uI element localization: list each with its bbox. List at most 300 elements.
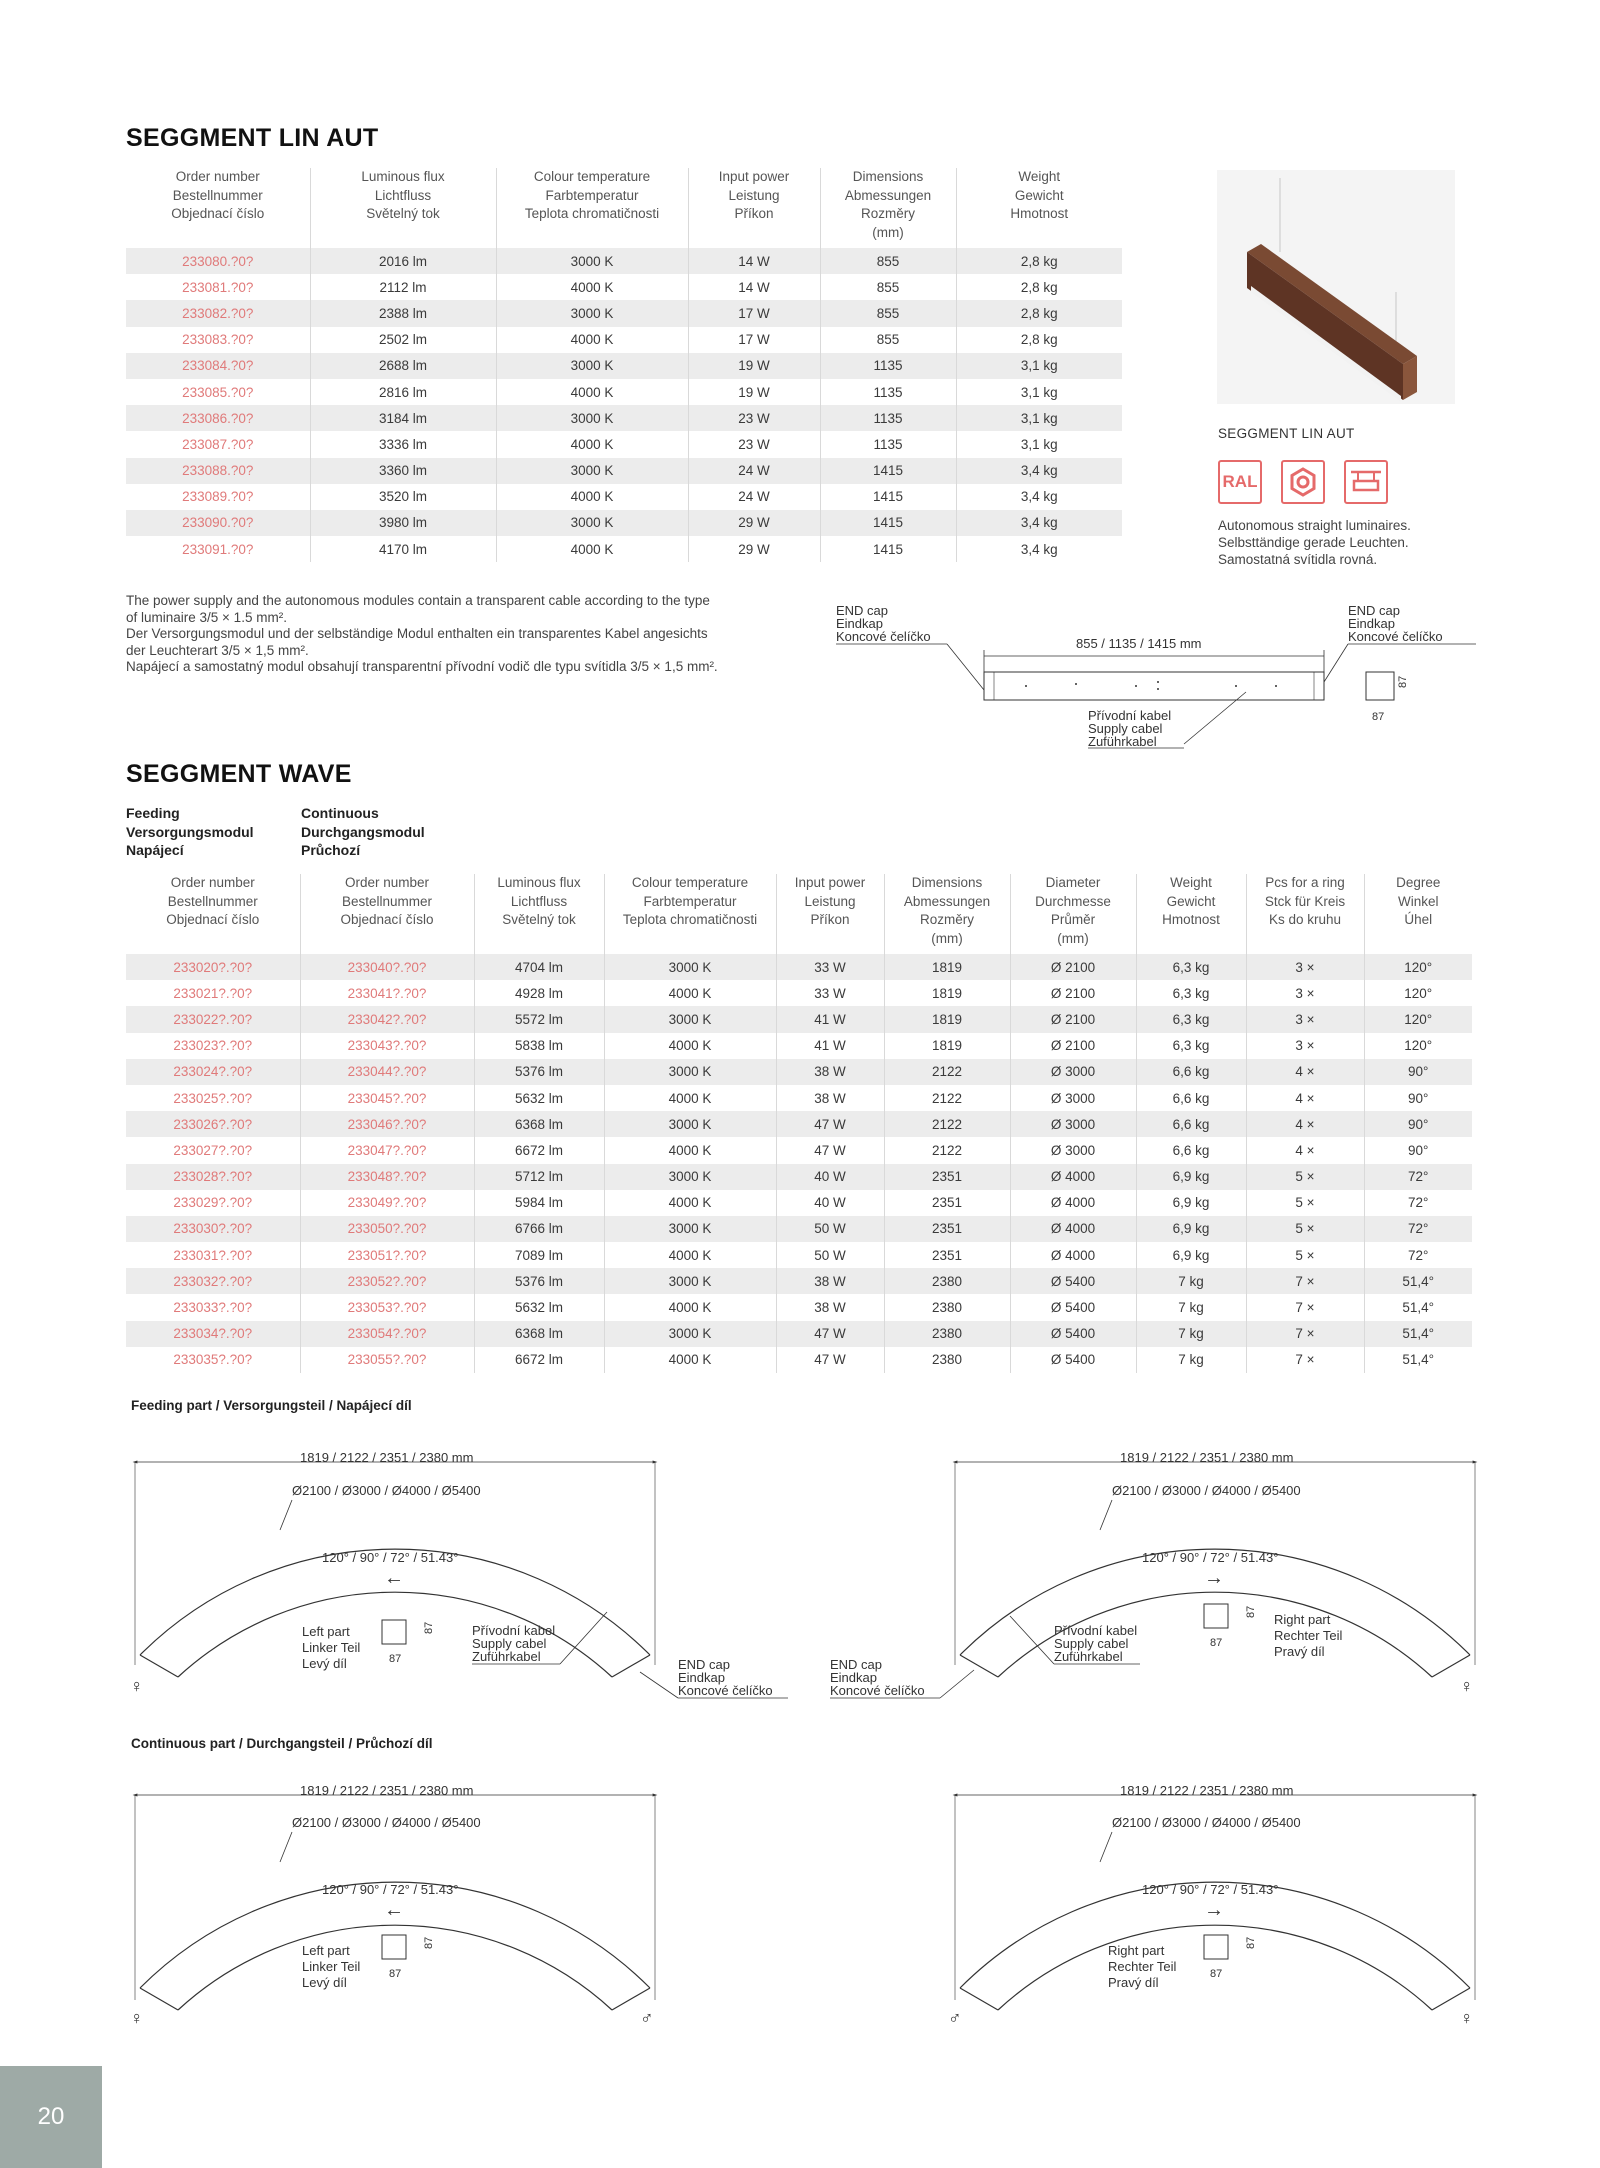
- svg-text:♀: ♀: [130, 2008, 144, 2028]
- svg-text:Levý díl: Levý díl: [302, 1975, 347, 1990]
- table-cell: 38 W: [776, 1268, 884, 1294]
- table-cell: 3,1 kg: [956, 405, 1122, 431]
- svg-text:Eindkap: Eindkap: [1348, 616, 1395, 631]
- table-cell: 24 W: [688, 458, 820, 484]
- table-cell: 47 W: [776, 1137, 884, 1163]
- table-cell: 855: [820, 300, 956, 326]
- svg-text:→: →: [1204, 1567, 1224, 1589]
- table-cell: 4000 K: [604, 1137, 776, 1163]
- table-cell: 7 kg: [1136, 1321, 1246, 1347]
- svg-text:♂: ♂: [948, 2008, 962, 2028]
- table-cell: 2502 lm: [310, 327, 496, 353]
- order-number-cell: 233089.?0?: [182, 489, 254, 505]
- table-cell: 1819: [884, 1006, 1010, 1032]
- table-cell: 120°: [1364, 980, 1472, 1006]
- table-cell: 2351: [884, 1216, 1010, 1242]
- order-number-cell: 233027?.?0?: [173, 1142, 253, 1158]
- table-cell: 2,8 kg: [956, 248, 1122, 274]
- svg-text:120° / 90° / 72° / 51.43°: 120° / 90° / 72° / 51.43°: [322, 1550, 459, 1565]
- svg-text:Ø2100 / Ø3000 / Ø4000 / Ø5400: Ø2100 / Ø3000 / Ø4000 / Ø5400: [292, 1815, 481, 1830]
- svg-text:Ø2100 / Ø3000 / Ø4000 / Ø5400: Ø2100 / Ø3000 / Ø4000 / Ø5400: [1112, 1483, 1301, 1498]
- column-header: Input power Leistung Příkon: [688, 168, 820, 248]
- table-cell: 90°: [1364, 1111, 1472, 1137]
- svg-text:♀: ♀: [1460, 2008, 1474, 2028]
- svg-text:Koncové čelíčko: Koncové čelíčko: [678, 1683, 773, 1698]
- table-cell: 14 W: [688, 248, 820, 274]
- table-cell: 4928 lm: [474, 980, 604, 1006]
- table-cell: 23 W: [688, 431, 820, 457]
- table-cell: 1415: [820, 484, 956, 510]
- table-cell: 6672 lm: [474, 1347, 604, 1373]
- table-cell: Ø 4000: [1010, 1190, 1136, 1216]
- svg-text:Left part: Left part: [302, 1624, 350, 1639]
- table-cell: 4000 K: [604, 1242, 776, 1268]
- product-description: Autonomous straight luminaires. Selbsttändige gerade Leuchten. Samostatná svítidla rovná.: [1218, 518, 1411, 567]
- table-cell: 2122: [884, 1111, 1010, 1137]
- order-number-cell: 233028?.?0?: [126, 1164, 300, 1190]
- table-cell: 38 W: [776, 1085, 884, 1111]
- arc-feeding-left: [130, 1450, 788, 1698]
- table-cell: 4000 K: [496, 379, 688, 405]
- order-number-cell: 233044?.?0?: [300, 1059, 474, 1085]
- column-header: Diameter Durchmesse Průměr (mm): [1010, 874, 1136, 954]
- section-title-lin-aut: SEGGMENT LIN AUT: [126, 124, 379, 152]
- svg-text:87: 87: [423, 1936, 435, 1949]
- column-header: Dimensions Abmessungen Rozměry (mm): [884, 874, 1010, 954]
- table-cell: 3000 K: [604, 1216, 776, 1242]
- column-header: Colour temperature Farbtemperatur Teplota chromatičnosti: [496, 168, 688, 248]
- table-cell: 3,4 kg: [956, 458, 1122, 484]
- column-header: Weight Gewicht Hmotnost: [1136, 874, 1246, 954]
- table-cell: 33 W: [776, 980, 884, 1006]
- svg-text:Ø2100 / Ø3000 / Ø4000 / Ø5400: Ø2100 / Ø3000 / Ø4000 / Ø5400: [1112, 1815, 1301, 1830]
- table-cell: Ø 2100: [1010, 1033, 1136, 1059]
- table-cell: 2380: [884, 1294, 1010, 1320]
- table-cell: 3,1 kg: [956, 379, 1122, 405]
- cable-label: Přívodní kabel: [1088, 708, 1172, 723]
- table-cell: 6,9 kg: [1136, 1164, 1246, 1190]
- table-cell: 3000 K: [604, 1321, 776, 1347]
- order-number-cell: 233021?.?0?: [173, 985, 253, 1001]
- column-header: Luminous flux Lichtfluss Světelný tok: [310, 168, 496, 248]
- table-cell: 7 ×: [1246, 1321, 1364, 1347]
- table-cell: 6,6 kg: [1136, 1137, 1246, 1163]
- table-cell: 4 ×: [1246, 1137, 1364, 1163]
- table-cell: 3000 K: [604, 1111, 776, 1137]
- svg-text:Přívodní kabel: Přívodní kabel: [1054, 1623, 1138, 1638]
- table-cell: 2,8 kg: [956, 300, 1122, 326]
- table-cell: 5838 lm: [474, 1033, 604, 1059]
- order-number-cell: 233046?.?0?: [300, 1111, 474, 1137]
- order-number-cell: 233081.?0?: [182, 279, 254, 295]
- table-cell: 7 ×: [1246, 1294, 1364, 1320]
- product-caption: SEGGMENT LIN AUT: [1218, 426, 1355, 441]
- svg-text:Supply cabel: Supply cabel: [1088, 721, 1163, 736]
- table-cell: 1415: [820, 458, 956, 484]
- table-cell: 3,4 kg: [956, 510, 1122, 536]
- table-cell: 29 W: [688, 510, 820, 536]
- svg-text:Pravý díl: Pravý díl: [1108, 1975, 1159, 1990]
- arc-feeding-right: [830, 1450, 1475, 1698]
- table-cell: 4000 K: [604, 1190, 776, 1216]
- table-cell: 33 W: [776, 954, 884, 980]
- table-cell: 3000 K: [604, 1164, 776, 1190]
- table-cell: 1819: [884, 980, 1010, 1006]
- table-cell: 6,9 kg: [1136, 1216, 1246, 1242]
- table-cell: 5376 lm: [474, 1059, 604, 1085]
- arc-continuous-left: [130, 1783, 655, 2028]
- table-cell: 24 W: [688, 484, 820, 510]
- table-cell: Ø 5400: [1010, 1268, 1136, 1294]
- table-cell: 855: [820, 274, 956, 300]
- table-cell: 51,4°: [1364, 1347, 1472, 1373]
- table-cell: 4 ×: [1246, 1059, 1364, 1085]
- table-cell: Ø 3000: [1010, 1111, 1136, 1137]
- column-header: Colour temperature Farbtemperatur Teplota chromatičnosti: [604, 874, 776, 954]
- table-cell: 1819: [884, 1033, 1010, 1059]
- table-cell: 4000 K: [604, 980, 776, 1006]
- table-cell: Ø 4000: [1010, 1242, 1136, 1268]
- svg-text:Linker Teil: Linker Teil: [302, 1640, 361, 1655]
- table-cell: 2380: [884, 1347, 1010, 1373]
- table-cell: 1819: [884, 954, 1010, 980]
- table-cell: 4000 K: [604, 1033, 776, 1059]
- table-cell: 3,4 kg: [956, 484, 1122, 510]
- order-number-cell: 233031?.?0?: [173, 1247, 253, 1263]
- feeding-part-title: Feeding part / Versorgungsteil / Napájecí díl: [131, 1398, 412, 1413]
- svg-text:87: 87: [1210, 1968, 1223, 1980]
- table-cell: 5712 lm: [474, 1164, 604, 1190]
- order-number-cell: 233051?.?0?: [300, 1242, 474, 1268]
- svg-text:1819 / 2122 / 2351 / 2380 mm: 1819 / 2122 / 2351 / 2380 mm: [1120, 1450, 1294, 1465]
- table-cell: 47 W: [776, 1347, 884, 1373]
- order-number-cell: 233091.?0?: [182, 541, 254, 557]
- order-number-cell: 233026?.?0?: [126, 1111, 300, 1137]
- svg-text:←: ←: [384, 1567, 404, 1589]
- table-cell: 51,4°: [1364, 1294, 1472, 1320]
- order-number-cell: 233035?.?0?: [173, 1352, 253, 1368]
- table-cell: 2,8 kg: [956, 327, 1122, 353]
- table-cell: 2816 lm: [310, 379, 496, 405]
- table-cell: 7 kg: [1136, 1268, 1246, 1294]
- table-cell: 3 ×: [1246, 954, 1364, 980]
- order-number-cell: 233053?.?0?: [300, 1294, 474, 1320]
- svg-text:Levý díl: Levý díl: [302, 1656, 347, 1671]
- table-cell: 6,9 kg: [1136, 1242, 1246, 1268]
- order-number-cell: 233045?.?0?: [300, 1085, 474, 1111]
- order-number-cell: 233090.?0?: [126, 510, 310, 536]
- table-cell: 6766 lm: [474, 1216, 604, 1242]
- table-cell: Ø 5400: [1010, 1321, 1136, 1347]
- order-number-cell: 233084.?0?: [126, 353, 310, 379]
- table-cell: 51,4°: [1364, 1321, 1472, 1347]
- table-cell: 4000 K: [496, 431, 688, 457]
- table-cell: Ø 3000: [1010, 1085, 1136, 1111]
- svg-text:Koncové čelíčko: Koncové čelíčko: [1348, 629, 1443, 644]
- svg-text:Supply cabel: Supply cabel: [1054, 1636, 1129, 1651]
- table-cell: 2688 lm: [310, 353, 496, 379]
- table-cell: 2380: [884, 1268, 1010, 1294]
- table-cell: 17 W: [688, 300, 820, 326]
- table-cell: 40 W: [776, 1164, 884, 1190]
- order-number-cell: 233043?.?0?: [300, 1033, 474, 1059]
- table-cell: 72°: [1364, 1164, 1472, 1190]
- table-cell: 6,3 kg: [1136, 980, 1246, 1006]
- table-cell: 7 ×: [1246, 1347, 1364, 1373]
- table-cell: 2380: [884, 1321, 1010, 1347]
- table-cell: 3520 lm: [310, 484, 496, 510]
- table-cell: 17 W: [688, 327, 820, 353]
- order-number-cell: 233024?.?0?: [126, 1059, 300, 1085]
- table-cell: 6672 lm: [474, 1137, 604, 1163]
- table-cell: 72°: [1364, 1242, 1472, 1268]
- svg-text:Supply cabel: Supply cabel: [472, 1636, 547, 1651]
- svg-text:87: 87: [389, 1968, 402, 1980]
- svg-text:Rechter Teil: Rechter Teil: [1274, 1628, 1343, 1643]
- feeding-module-label: Feeding Versorgungsmodul Napájecí: [126, 805, 254, 858]
- table-cell: 1135: [820, 405, 956, 431]
- table-cell: 7 kg: [1136, 1294, 1246, 1320]
- svg-text:Zuführkabel: Zuführkabel: [1054, 1649, 1123, 1664]
- table-cell: 51,4°: [1364, 1268, 1472, 1294]
- svg-text:Eindkap: Eindkap: [836, 616, 883, 631]
- length-label: 855 / 1135 / 1415 mm: [1076, 636, 1202, 651]
- table-cell: 5984 lm: [474, 1190, 604, 1216]
- svg-text:Koncové čelíčko: Koncové čelíčko: [836, 629, 931, 644]
- svg-text:87: 87: [389, 1653, 402, 1665]
- table-cell: 38 W: [776, 1059, 884, 1085]
- svg-text:87: 87: [1245, 1605, 1257, 1618]
- svg-text:Left part: Left part: [302, 1943, 350, 1958]
- table-cell: Ø 3000: [1010, 1059, 1136, 1085]
- table-cell: 1415: [820, 510, 956, 536]
- table-cell: 5632 lm: [474, 1085, 604, 1111]
- table-cell: 4170 lm: [310, 536, 496, 562]
- cable-note: The power supply and the autonomous modules contain a transparent cable according to the type of luminaire 3/5 × 1.5 mm². Der Versorgungsmodul und der selbständige Modul enthalten ein transparentes Kabel angesichts der Leuchterart 3/5 × 1,5 mm². Napájecí a samostatný modul obsahují transparentní přívodní vodič dle typu svítidla 3/5 × 1,5 mm².: [126, 593, 718, 674]
- column-header: Weight Gewicht Hmotnost: [956, 168, 1122, 248]
- order-number-cell: 233030?.?0?: [126, 1216, 300, 1242]
- table-cell: 41 W: [776, 1006, 884, 1032]
- table-cell: 50 W: [776, 1216, 884, 1242]
- table-cell: 90°: [1364, 1085, 1472, 1111]
- column-header: Input power Leistung Příkon: [776, 874, 884, 954]
- svg-text:87: 87: [1372, 711, 1385, 723]
- order-number-cell: 233054?.?0?: [300, 1321, 474, 1347]
- table-cell: 7089 lm: [474, 1242, 604, 1268]
- svg-text:Zuführkabel: Zuführkabel: [1088, 734, 1157, 749]
- order-number-cell: 233047?.?0?: [300, 1137, 474, 1163]
- svg-text:87: 87: [423, 1621, 435, 1634]
- page-number: 20: [0, 2066, 102, 2168]
- end-cap-right-label: END cap: [1348, 603, 1401, 618]
- table-cell: 4000 K: [604, 1294, 776, 1320]
- column-header: Order number Bestellnummer Objednací číslo: [166, 875, 260, 927]
- table-cell: 1415: [820, 536, 956, 562]
- column-header: Order number Bestellnummer Objednací číslo: [171, 169, 265, 221]
- table-cell: 3360 lm: [310, 458, 496, 484]
- table-cell: 2,8 kg: [956, 274, 1122, 300]
- table-cell: 6,9 kg: [1136, 1190, 1246, 1216]
- svg-text:Eindkap: Eindkap: [830, 1670, 877, 1685]
- order-number-cell: 233048?.?0?: [300, 1164, 474, 1190]
- table-cell: 855: [820, 248, 956, 274]
- svg-text:♀: ♀: [130, 1676, 144, 1696]
- table-cell: 3184 lm: [310, 405, 496, 431]
- order-number-cell: 233085.?0?: [182, 384, 254, 400]
- table-cell: 47 W: [776, 1111, 884, 1137]
- table-cell: Ø 2100: [1010, 1006, 1136, 1032]
- table-cell: 2351: [884, 1164, 1010, 1190]
- table-cell: 5 ×: [1246, 1190, 1364, 1216]
- column-header: Dimensions Abmessungen Rozměry (mm): [820, 168, 956, 248]
- table-cell: Ø 4000: [1010, 1164, 1136, 1190]
- order-number-cell: 233049?.?0?: [300, 1190, 474, 1216]
- svg-text:Pravý díl: Pravý díl: [1274, 1644, 1325, 1659]
- svg-text:←: ←: [384, 1899, 404, 1921]
- table-cell: 2351: [884, 1242, 1010, 1268]
- table-cell: Ø 2100: [1010, 954, 1136, 980]
- svg-text:END cap: END cap: [678, 1657, 731, 1672]
- table-cell: 3000 K: [496, 458, 688, 484]
- table-cell: 3,4 kg: [956, 536, 1122, 562]
- order-number-cell: 233042?.?0?: [300, 1006, 474, 1032]
- table-cell: 5 ×: [1246, 1164, 1364, 1190]
- table-cell: 6,6 kg: [1136, 1059, 1246, 1085]
- table-cell: 3000 K: [496, 248, 688, 274]
- table-cell: 1135: [820, 353, 956, 379]
- table-cell: 3 ×: [1246, 1006, 1364, 1032]
- table-cell: 3000 K: [604, 1268, 776, 1294]
- table-cell: 3000 K: [496, 353, 688, 379]
- continuous-part-title: Continuous part / Durchgangsteil / Průchozí díl: [131, 1736, 433, 1751]
- table-cell: 4000 K: [496, 484, 688, 510]
- section-title-wave: SEGGMENT WAVE: [126, 760, 352, 788]
- column-header: Degree Winkel Úhel: [1364, 874, 1472, 954]
- table-cell: 855: [820, 327, 956, 353]
- table-cell: 14 W: [688, 274, 820, 300]
- table-cell: Ø 3000: [1010, 1137, 1136, 1163]
- order-number-cell: 233052?.?0?: [300, 1268, 474, 1294]
- arc-continuous-right: [948, 1783, 1475, 2028]
- table-cell: 5632 lm: [474, 1294, 604, 1320]
- table-cell: 4000 K: [604, 1085, 776, 1111]
- order-number-cell: 233041?.?0?: [300, 980, 474, 1006]
- table-cell: 3336 lm: [310, 431, 496, 457]
- table-cell: 29 W: [688, 536, 820, 562]
- table-cell: 3980 lm: [310, 510, 496, 536]
- table-cell: 6,6 kg: [1136, 1111, 1246, 1137]
- table-cell: 5376 lm: [474, 1268, 604, 1294]
- table-cell: 72°: [1364, 1216, 1472, 1242]
- table-cell: 1135: [820, 431, 956, 457]
- table-cell: 3000 K: [604, 1006, 776, 1032]
- continuous-module-label: Continuous Durchgangsmodul Průchozí: [301, 805, 425, 858]
- table-cell: 47 W: [776, 1321, 884, 1347]
- svg-text:Zuführkabel: Zuführkabel: [472, 1649, 541, 1664]
- table-cell: 19 W: [688, 379, 820, 405]
- order-number-cell: 233050?.?0?: [300, 1216, 474, 1242]
- order-number-cell: 233086.?0?: [126, 405, 310, 431]
- table-cell: 38 W: [776, 1294, 884, 1320]
- svg-text:120° / 90° / 72° / 51.43°: 120° / 90° / 72° / 51.43°: [322, 1882, 459, 1897]
- order-number-cell: 233088.?0?: [126, 458, 310, 484]
- ral-icon: RAL: [1218, 460, 1262, 504]
- table-cell: 90°: [1364, 1059, 1472, 1085]
- table-cell: 72°: [1364, 1190, 1472, 1216]
- table-cell: 6368 lm: [474, 1321, 604, 1347]
- order-number-cell: 233080.?0?: [126, 248, 310, 274]
- table-cell: 2351: [884, 1190, 1010, 1216]
- table-cell: 120°: [1364, 1006, 1472, 1032]
- svg-text:1819 / 2122 / 2351 / 2380 mm: 1819 / 2122 / 2351 / 2380 mm: [300, 1450, 474, 1465]
- order-number-cell: 233087.?0?: [182, 436, 254, 452]
- table-cell: 4000 K: [604, 1347, 776, 1373]
- table-cell: 2388 lm: [310, 300, 496, 326]
- svg-text:87: 87: [1397, 675, 1409, 688]
- svg-text:Přívodní kabel: Přívodní kabel: [472, 1623, 556, 1638]
- table-cell: 3,1 kg: [956, 431, 1122, 457]
- svg-text:♂: ♂: [640, 2008, 654, 2028]
- table-cell: 19 W: [688, 353, 820, 379]
- svg-text:87: 87: [1245, 1936, 1257, 1949]
- table-cell: 3000 K: [496, 510, 688, 536]
- svg-text:Eindkap: Eindkap: [678, 1670, 725, 1685]
- table-cell: 3000 K: [496, 405, 688, 431]
- order-number-cell: 233020?.?0?: [126, 954, 300, 980]
- table-cell: 6,3 kg: [1136, 954, 1246, 980]
- table-cell: 23 W: [688, 405, 820, 431]
- svg-text:1819 / 2122 / 2351 / 2380 mm: 1819 / 2122 / 2351 / 2380 mm: [300, 1783, 474, 1798]
- order-number-cell: 233033?.?0?: [173, 1300, 253, 1316]
- table-cell: 41 W: [776, 1033, 884, 1059]
- table-cell: 3 ×: [1246, 1033, 1364, 1059]
- table-cell: 1135: [820, 379, 956, 405]
- svg-text:120° / 90° / 72° / 51.43°: 120° / 90° / 72° / 51.43°: [1142, 1550, 1279, 1565]
- column-header: Order number Bestellnummer Objednací číslo: [300, 874, 474, 954]
- table-cell: 4704 lm: [474, 954, 604, 980]
- order-number-cell: 233032?.?0?: [126, 1268, 300, 1294]
- table-cell: 90°: [1364, 1137, 1472, 1163]
- svg-text:♀: ♀: [1460, 1676, 1474, 1696]
- svg-text:Ø2100 / Ø3000 / Ø4000 / Ø5400: Ø2100 / Ø3000 / Ø4000 / Ø5400: [292, 1483, 481, 1498]
- table-cell: 6,6 kg: [1136, 1085, 1246, 1111]
- order-number-cell: 233082.?0?: [126, 300, 310, 326]
- table-cell: 4 ×: [1246, 1111, 1364, 1137]
- table-cell: Ø 5400: [1010, 1294, 1136, 1320]
- table-cell: 6,3 kg: [1136, 1006, 1246, 1032]
- table-cell: 2122: [884, 1059, 1010, 1085]
- svg-text:Right part: Right part: [1274, 1612, 1331, 1627]
- table-cell: 3000 K: [604, 1059, 776, 1085]
- column-header: Pcs for a ring Stck für Kreis Ks do kruhu: [1246, 874, 1364, 954]
- table-cell: 120°: [1364, 954, 1472, 980]
- table-cell: 50 W: [776, 1242, 884, 1268]
- table-cell: 6368 lm: [474, 1111, 604, 1137]
- svg-text:→: →: [1204, 1899, 1224, 1921]
- table-cell: 3,1 kg: [956, 353, 1122, 379]
- order-number-cell: 233023?.?0?: [173, 1038, 253, 1054]
- order-number-cell: 233083.?0?: [182, 332, 254, 348]
- svg-text:1819 / 2122 / 2351 / 2380 mm: 1819 / 2122 / 2351 / 2380 mm: [1120, 1783, 1294, 1798]
- order-number-cell: 233029?.?0?: [173, 1195, 253, 1211]
- end-cap-left-label: END cap: [836, 603, 889, 618]
- table-cell: 2016 lm: [310, 248, 496, 274]
- table-cell: 3000 K: [604, 954, 776, 980]
- order-number-cell: 233025?.?0?: [173, 1090, 253, 1106]
- table-cell: 4000 K: [496, 536, 688, 562]
- column-header: Luminous flux Lichtfluss Světelný tok: [474, 874, 604, 954]
- table-cell: 4 ×: [1246, 1085, 1364, 1111]
